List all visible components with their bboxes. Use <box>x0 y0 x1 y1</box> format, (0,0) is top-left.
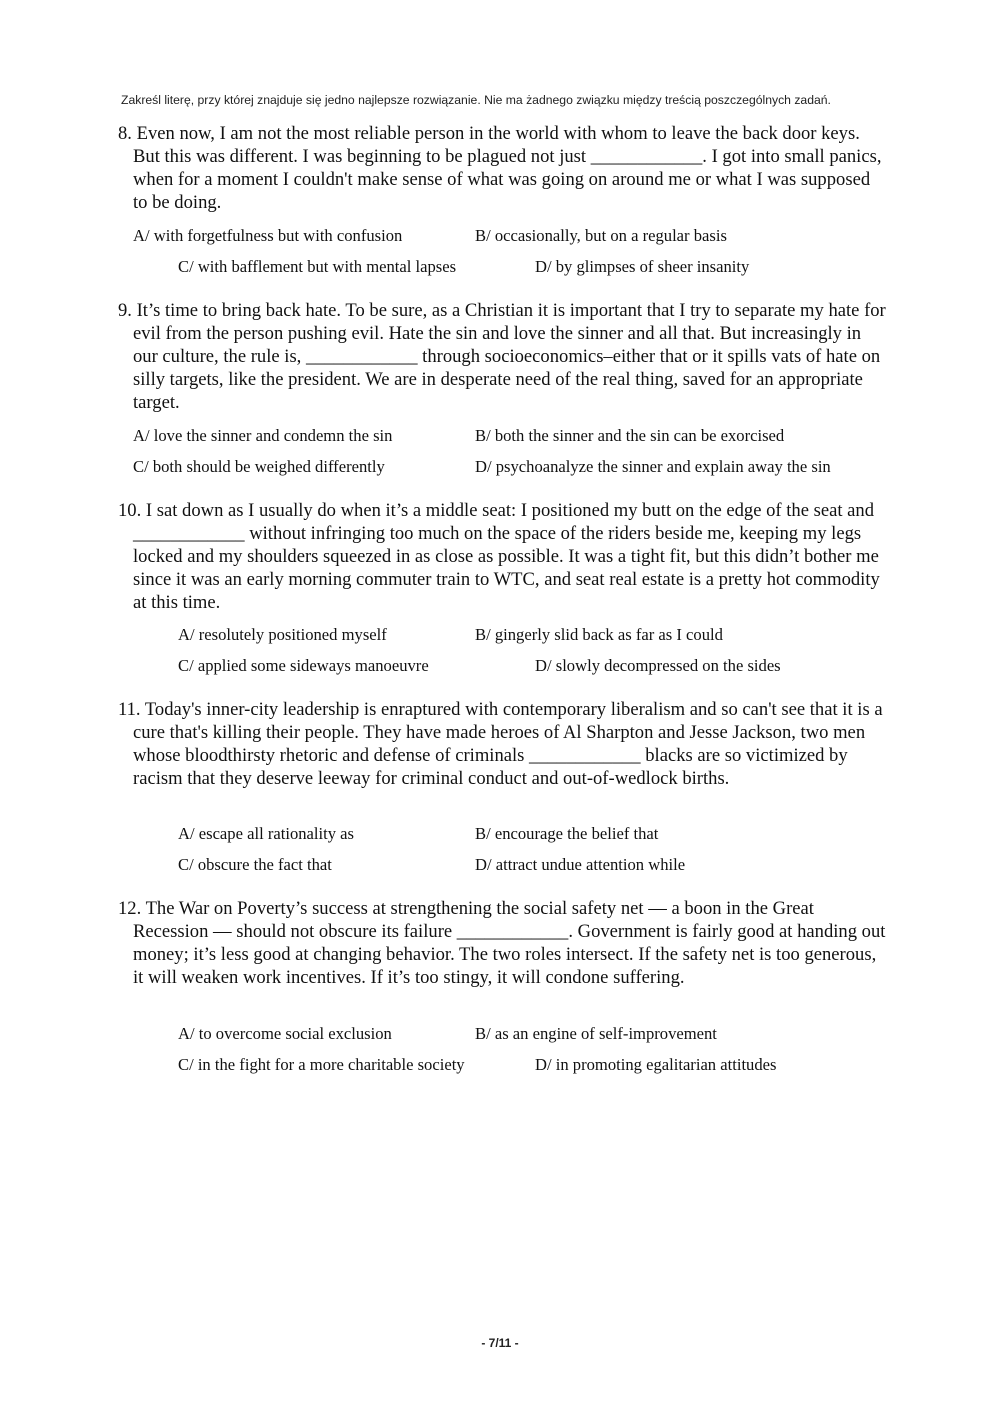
option-c[interactable]: C/ both should be weighed differently <box>133 457 385 476</box>
option-b[interactable]: B/ gingerly slid back as far as I could <box>475 625 723 644</box>
option-a[interactable]: A/ with forgetfulness but with confusion <box>133 226 403 245</box>
question-10 <box>118 499 888 614</box>
question-number: 11. <box>118 699 141 720</box>
question-body: The War on Poverty’s success at strengthening the social safety net — a boon in the Great Recession — should not obscure its failure ____________. Government is fairly good at handing out money; it’s less good at changing behavior. The two roles intersect. If the safety net is too generous, it will weaken work incentives. If it’s too stingy, it will condone suffering. <box>133 898 886 988</box>
option-c[interactable]: C/ in the fight for a more charitable society <box>178 1055 465 1074</box>
instruction-text: Zakreśl literę, przy której znajduje się jedno najlepsze rozwiązanie. Nie ma żadnego związku między treścią poszczególnych zadań. <box>121 93 831 107</box>
option-d[interactable]: D/ in promoting egalitarian attitudes <box>535 1055 777 1074</box>
option-d[interactable]: D/ psychoanalyze the sinner and explain away the sin <box>475 457 831 476</box>
question-text <box>118 897 888 989</box>
option-b[interactable]: B/ occasionally, but on a regular basis <box>475 226 727 245</box>
question-number: 12. <box>118 898 142 919</box>
option-b[interactable]: B/ as an engine of self-improvement <box>475 1024 717 1043</box>
option-b[interactable]: B/ encourage the belief that <box>475 824 659 843</box>
question-body: I sat down as I usually do when it’s a middle seat: I positioned my butt on the edge of the seat and ____________ without infringing too much on the space of the riders beside me, keeping my legs locked and my shoulders squeezed in as close as possible. It was a tight fit, but this didn’t bother me since it was an early morning commuter train to WTC, and seat real estate is a pretty hot commodity at this time. <box>133 500 880 613</box>
question-body: It’s time to bring back hate. To be sure, as a Christian it is important that I try to separate my hate for evil from the person pushing evil. Hate the sin and love the sinner and all that. But increasingly in our culture, the rule is, ____________ through socioeconomics–either that or it spills vats of hate on silly targets, like the president. We are in desperate need of the real thing, saved for an appropriate target. <box>133 300 886 413</box>
question-number: 9. <box>118 300 132 321</box>
question-11 <box>118 698 888 790</box>
question-body: Today's inner-city leadership is enraptured with contemporary liberalism and so can't see that it is a cure that's killing their people. They have made heroes of Al Sharpton and Jesse Jackson, two men whose bloodthirsty rhetoric and defense of criminals ____________ blacks are so victimized by racism that they deserve leeway for criminal conduct and out-of-wedlock births. <box>133 699 883 789</box>
option-c[interactable]: C/ applied some sideways manoeuvre <box>178 656 429 675</box>
question-text <box>118 499 888 614</box>
option-d[interactable]: D/ attract undue attention while <box>475 855 686 874</box>
option-d[interactable]: D/ by glimpses of sheer insanity <box>535 257 750 276</box>
page-number: - 7/11 - <box>481 1336 519 1350</box>
option-a[interactable]: A/ to overcome social exclusion <box>178 1024 392 1043</box>
option-c[interactable]: C/ with bafflement but with mental lapses <box>178 257 457 276</box>
question-12 <box>118 897 888 989</box>
question-number: 8. <box>118 123 132 144</box>
option-d[interactable]: D/ slowly decompressed on the sides <box>535 656 781 675</box>
question-body: Even now, I am not the most reliable person in the world with whom to leave the back door keys. But this was different. I was beginning to be plagued not just ____________. I got into small panics, when for a moment I couldn't make sense of what was going on around me or what I was supposed to be doing. <box>133 123 882 213</box>
option-a[interactable]: A/ resolutely positioned myself <box>178 625 387 644</box>
option-a[interactable]: A/ love the sinner and condemn the sin <box>133 426 393 445</box>
question-number: 10. <box>118 500 142 521</box>
option-b[interactable]: B/ both the sinner and the sin can be exorcised <box>475 426 785 445</box>
question-text <box>118 122 888 214</box>
option-c[interactable]: C/ obscure the fact that <box>178 855 332 874</box>
question-text <box>118 698 888 790</box>
question-9 <box>118 299 888 414</box>
question-8 <box>118 122 888 214</box>
option-a[interactable]: A/ escape all rationality as <box>178 824 355 843</box>
question-text <box>118 299 888 414</box>
